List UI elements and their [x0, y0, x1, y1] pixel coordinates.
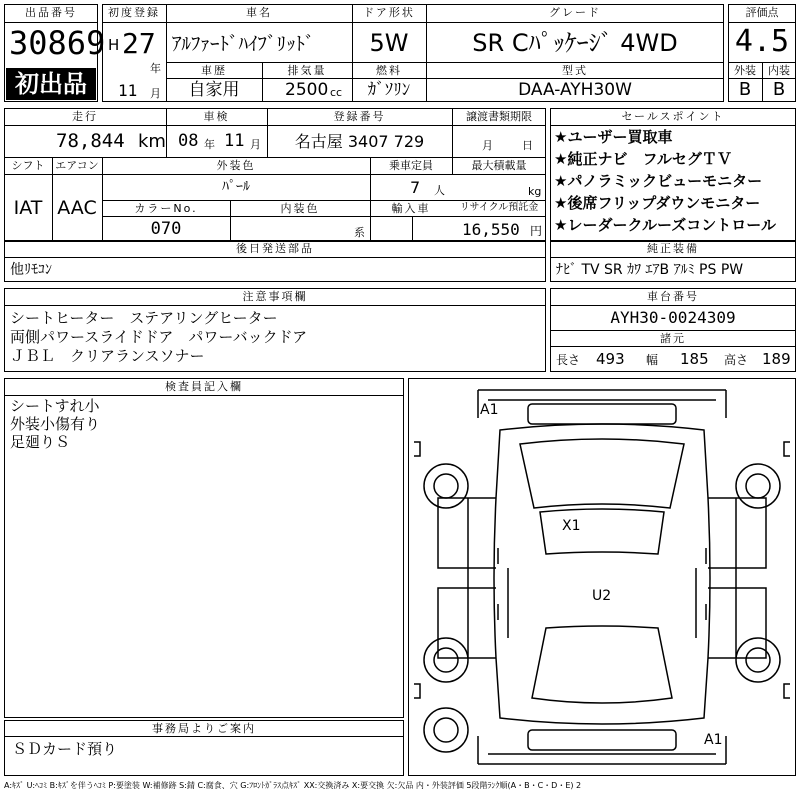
selling-point-item: ★後席フリップダウンモニター — [554, 194, 761, 212]
exterior-label: 外装 — [734, 64, 756, 77]
chassis-number: AYH30-0024309 — [610, 308, 736, 327]
car-body — [494, 424, 710, 724]
reg-number: 名古屋 3407 729 — [294, 132, 425, 151]
first-listing-badge: 初出品 — [6, 68, 96, 100]
fuel: ｶﾞｿﾘﾝ — [367, 80, 411, 100]
selling-point-item: ★レーダークルーズコントロール — [554, 216, 776, 234]
office-note: ＳＤカード預り — [12, 740, 118, 758]
inspector-line: 足廻りＳ — [10, 433, 71, 451]
transfer-month: 月 — [482, 139, 493, 152]
score-label: 評価点 — [745, 6, 779, 19]
max-load-unit: kg — [528, 185, 542, 198]
overall-score: 4.5 — [734, 24, 790, 59]
selling-point-item: ★純正ナビ フルセグＴＶ — [554, 150, 732, 168]
grade-label: グレード — [549, 6, 601, 19]
inspection-month-unit: 月 — [250, 138, 261, 151]
mileage-label: 走行 — [72, 110, 98, 123]
rear-window — [532, 626, 672, 703]
reg-month: 11 — [118, 81, 138, 100]
color-number: 070 — [150, 219, 182, 239]
selling-point-item: ★ユーザー買取車 — [554, 128, 673, 146]
color-number-label: カラーNo. — [134, 202, 198, 215]
equipment: ﾅﾋﾞ TV SR ｶﾜ ｴｱB ｱﾙﾐ PS PW — [556, 262, 744, 278]
damage-mark: U2 — [592, 588, 612, 604]
height-label: 高さ — [724, 353, 749, 367]
later-parts-title: 後日発送部品 — [236, 242, 314, 255]
reg-number-label: 登録番号 — [333, 110, 386, 123]
reg-year: 27 — [122, 27, 156, 60]
capacity-unit: 人 — [434, 184, 445, 197]
front-grille — [528, 404, 676, 424]
exterior-grade: B — [738, 79, 752, 100]
selling-points-title: セールスポイント — [621, 110, 725, 123]
recycle-label: リサイクル預託金 — [459, 202, 539, 213]
door-type: 5W — [369, 29, 409, 57]
door-label: ドア形状 — [363, 6, 415, 19]
transfer-day: 日 — [522, 139, 533, 152]
interior-color-label: 内装色 — [280, 202, 320, 215]
specs-title: 諸元 — [660, 332, 686, 345]
wheel-rear-left — [424, 638, 468, 682]
damage-mark: A1 — [704, 732, 723, 748]
shift-label: シフト — [11, 159, 45, 172]
damage-mark: X1 — [562, 518, 581, 534]
later-parts: 他ﾘﾓｺﾝ — [10, 262, 52, 278]
mileage-unit: km — [138, 131, 166, 152]
history-label: 車歴 — [201, 64, 227, 77]
displacement-unit: cc — [330, 86, 343, 99]
width-label: 幅 — [646, 353, 659, 367]
inspection-year-unit: 年 — [204, 138, 215, 151]
displacement: 2500 — [285, 80, 329, 100]
lot-number: 30869 — [9, 24, 106, 62]
interior-grade: B — [772, 79, 786, 100]
fuel-label: 燃料 — [376, 64, 402, 77]
caution-line: ＪＢＬ クリアランスソナー — [10, 347, 205, 365]
reg-month-unit: 月 — [150, 87, 161, 100]
grade: SR Cﾊﾟｯｹｰｼﾞ 4WD — [472, 29, 678, 57]
selling-point-item: ★パノラミックビューモニター — [554, 172, 763, 190]
interior-color-unit: 系 — [354, 226, 365, 239]
width: 185 — [680, 350, 709, 368]
shift: IAT — [13, 197, 43, 219]
transfer-doc-label: 譲渡書類期限 — [466, 110, 532, 123]
windshield — [520, 439, 684, 508]
max-load-label: 最大積載量 — [471, 159, 527, 172]
inspection-month: 11 — [224, 131, 245, 151]
lot-number-label: 出品番号 — [25, 6, 77, 19]
legend: A:ｷｽﾞ U:ﾍｺﾐ B:ｷｽﾞを伴うﾍｺﾐ P:要塗装 W:補修跡 S:錆 C:腐食、穴 G:ﾌﾛﾝﾄｶﾞﾗｽ点ｷｽﾞ XX:交換済み X:要交換 欠:欠品 内・外装評価 5段階ﾗﾝｸ順(A・B・C・D・E) 2 — [4, 781, 582, 790]
caution-title: 注意事項欄 — [242, 290, 308, 303]
spare-tire — [424, 708, 468, 752]
capacity: 7 — [410, 178, 421, 197]
height: 189 — [762, 350, 791, 368]
recycle-unit: 円 — [530, 224, 543, 238]
damage-mark: A1 — [480, 402, 499, 418]
first-reg-label: 初度登録 — [108, 6, 160, 19]
exterior-color: ﾊﾟｰﾙ — [222, 179, 250, 195]
caution-line: シートヒーター ステアリングヒーター — [10, 309, 278, 327]
inspection-label: 車検 — [203, 110, 230, 123]
recycle-fee: 16,550 — [462, 220, 520, 239]
mileage: 78,844 — [56, 130, 125, 152]
import-label: 輸入車 — [391, 202, 431, 215]
reg-year-unit: 年 — [150, 62, 161, 75]
wheel-front-left — [424, 464, 468, 508]
rear-bumper — [528, 730, 676, 750]
inspector-line: 外装小傷有り — [10, 415, 101, 433]
car-name-label: 車名 — [246, 6, 272, 19]
wheel-front-right — [736, 464, 780, 508]
history: 自家用 — [188, 80, 240, 100]
equipment-title: 純正装備 — [647, 242, 699, 255]
capacity-label: 乗車定員 — [389, 159, 433, 172]
interior-label: 内装 — [768, 64, 790, 77]
chassis-title: 車台番号 — [647, 290, 699, 303]
length-label: 長さ — [556, 353, 581, 367]
displacement-label: 排気量 — [287, 64, 327, 77]
era: H — [108, 36, 120, 54]
caution-line: 両側パワースライドドア パワーバックドア — [10, 328, 308, 346]
car-name: ｱﾙﾌｧｰﾄﾞﾊｲﾌﾞﾘｯﾄﾞ — [172, 33, 315, 55]
model: DAA-AYH30W — [518, 80, 632, 100]
office-title: 事務局よりご案内 — [152, 722, 256, 735]
aircon: AAC — [57, 197, 97, 219]
wheel-rear-right — [736, 638, 780, 682]
exterior-color-label: 外装色 — [216, 159, 256, 172]
inspection-year: 08 — [178, 131, 199, 151]
aircon-label: エアコン — [55, 159, 99, 172]
roof — [540, 509, 664, 554]
inspector-title: 検査員記入欄 — [165, 380, 243, 393]
inspector-line: シートすれ小 — [10, 397, 100, 415]
model-label: 型式 — [562, 64, 588, 77]
length: 493 — [596, 350, 625, 368]
car-diagram — [408, 378, 796, 776]
